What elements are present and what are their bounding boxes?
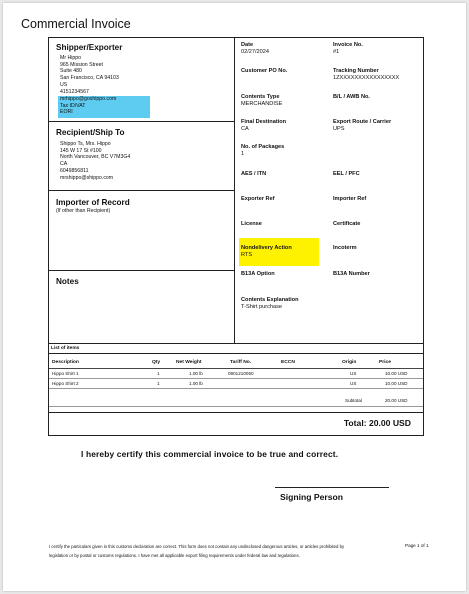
field-label: Contents Type [241, 94, 280, 100]
row-description: Hippo Shirt 1 [52, 371, 79, 376]
field-label: Date [241, 42, 254, 48]
row-weight: 1.00 lb [189, 371, 203, 376]
subtotal-value: 20.00 USD [385, 398, 408, 403]
field-final-destination [241, 119, 286, 133]
field-customer-po [241, 68, 287, 75]
field-value: #1 [333, 48, 340, 55]
col-eccn: ECCN [281, 360, 295, 365]
shipper-line: Suite 480 [60, 68, 82, 75]
col-origin: Origin [342, 360, 357, 365]
shipper-line: US [60, 81, 68, 88]
field-label: Certificate [333, 221, 361, 227]
footer-line: legislation or by postal or customs regulations. I have met all applicable export filing requirements under federal law and regulations. [49, 553, 300, 558]
field-exporter-ref [241, 196, 275, 203]
field-label: Nondelivery Action [241, 245, 292, 251]
importer-section [49, 191, 235, 271]
field-value: CA [241, 125, 249, 132]
notes-section [49, 271, 235, 344]
shipper-line: San Francisco, CA 94103 [60, 75, 119, 82]
field-packages [241, 144, 284, 158]
field-b13a-number [333, 271, 370, 278]
field-label: Customer PO No. [241, 68, 288, 74]
field-nondelivery [241, 245, 292, 259]
field-label: Incoterm [333, 245, 357, 251]
row-price: 10.00 USD [385, 371, 408, 376]
signing-person-label: Signing Person [280, 492, 344, 502]
items-heading: List of items [49, 344, 423, 354]
field-label: Export Route / Carrier [333, 119, 392, 125]
field-label: Final Destination [241, 119, 287, 125]
field-value: UPS [333, 125, 345, 132]
row-rule [49, 388, 423, 389]
field-label: B13A Number [333, 271, 370, 277]
shipper-section [49, 38, 235, 122]
field-importer-ref [333, 196, 366, 203]
field-eel-pfc [333, 171, 360, 178]
field-value: MERCHANDISE [241, 100, 283, 107]
row-description: Hippo Shirt 2 [52, 381, 79, 386]
recipient-heading: Recipient/Ship To [56, 128, 125, 137]
shipper-line: 4151234567 [60, 88, 89, 95]
col-net-weight: Net Weight [176, 360, 202, 365]
row-weight: 1.00 lb [189, 381, 203, 386]
field-invoice-no [333, 42, 363, 56]
shipper-line: 965 Mission Street [60, 61, 103, 68]
shipper-line: Mr Hippo [60, 55, 82, 61]
row-rule [49, 378, 423, 379]
col-qty: Qty [152, 360, 161, 365]
field-label: EEL / PFC [333, 171, 360, 177]
field-label: No. of Packages [241, 144, 285, 150]
row-origin: US [350, 381, 357, 386]
field-label: B/L / AWB No. [333, 94, 370, 100]
field-value: 02/27/2024 [241, 48, 269, 55]
footer-declaration [49, 542, 403, 560]
field-label: B13A Option [241, 271, 275, 277]
row-qty: 1 [157, 381, 160, 386]
recipient-line: Shippo Ts, Mrs. Hippo [60, 141, 111, 147]
field-label: Exporter Ref [241, 196, 275, 202]
row-tariff: 0901210050 [228, 371, 254, 376]
field-label: License [241, 221, 262, 227]
field-value: RTS [241, 251, 253, 258]
field-bl-awb [333, 94, 370, 101]
shipper-email: mrhippo@goshippo.com [60, 96, 117, 102]
recipient-address [60, 141, 130, 181]
field-value: 1 [241, 150, 245, 157]
page-number: Page 1 of 1 [405, 543, 429, 548]
subtotal-rule [49, 406, 423, 407]
row-qty: 1 [157, 371, 160, 376]
details-section [235, 38, 424, 344]
field-contents-type [241, 94, 282, 108]
col-tariff: Tariff No. [230, 360, 252, 365]
field-value: 1ZXXXXXXXXXXXXXXXX [333, 74, 400, 81]
field-tracking [333, 68, 399, 82]
recipient-line: North Vancouver, BC V7M3G4 [60, 154, 131, 161]
field-export-route [333, 119, 391, 133]
footer-line: I certify the particulars given in this customs declaration are correct. This form does not contain any undisclosed dangerous articles, or articles prohibited by [49, 544, 345, 549]
col-price: Price [379, 360, 391, 365]
importer-sub: (If other than Recipient) [56, 208, 111, 214]
field-contents-explanation [241, 297, 299, 311]
field-label: Importer Ref [333, 196, 367, 202]
row-price: 10.00 USD [385, 381, 408, 386]
field-certificate [333, 221, 360, 228]
col-description: Description [52, 360, 79, 365]
shipper-tax: Tax ID/VAT [60, 102, 86, 109]
field-label: Tracking Number [333, 68, 379, 74]
items-header-rule [49, 368, 423, 369]
recipient-line: CA [60, 161, 68, 168]
field-aes-itn [241, 171, 266, 178]
field-incoterm [333, 245, 357, 252]
recipient-line: 6049856811 [60, 167, 89, 174]
field-license [241, 221, 262, 228]
field-value: T-Shirt purchase [241, 303, 283, 310]
field-b13a-option [241, 271, 275, 278]
total-amount: Total: 20.00 USD [343, 418, 411, 428]
field-label: Contents Explanation [241, 297, 299, 303]
shipper-address [60, 55, 119, 95]
field-date [241, 42, 269, 56]
importer-heading: Importer of Record [56, 198, 130, 207]
shipper-highlight [58, 96, 150, 118]
field-label: AES / ITN [241, 171, 267, 177]
recipient-section [49, 122, 235, 191]
recipient-line: mrshippo@shippo.com [60, 174, 114, 181]
row-origin: US [350, 371, 357, 376]
invoice-frame [48, 37, 424, 436]
page-title: Commercial Invoice [21, 17, 131, 31]
shipper-heading: Shipper/Exporter [56, 43, 123, 52]
shipper-eori: EORI [60, 109, 73, 116]
signature-line [275, 487, 389, 488]
certification-statement: I hereby certify this commercial invoice to be true and correct. [81, 449, 339, 459]
notes-heading: Notes [56, 277, 79, 286]
total-rule [49, 412, 423, 413]
invoice-page [3, 3, 466, 591]
subtotal-label: Subtotal [345, 398, 362, 403]
recipient-line: 145 W 17 St #100 [60, 147, 102, 154]
field-label: Invoice No. [333, 42, 363, 48]
